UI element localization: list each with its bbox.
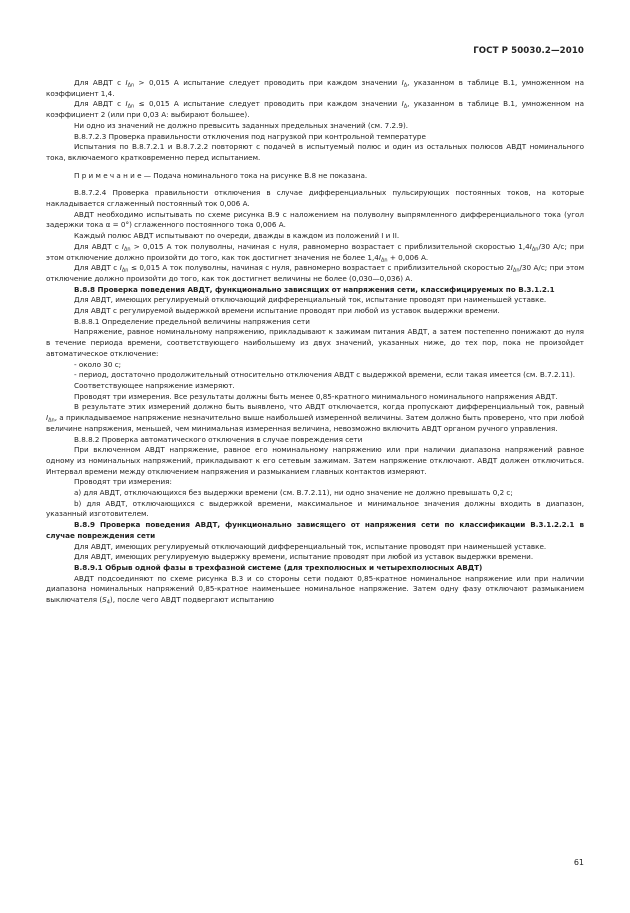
paragraph: При включенном АВДТ напряжение, равное его номинальному напряжению или при наличии диапазона напряжений равное одному из номинальных напряжений, прикладывают к его сетевым зажимам. Затем напряжение отключают. АВДТ должен отключиться. Интервал времени между отключением напряжения и размыканием главных контактов измеряют. <box>46 445 584 476</box>
paragraph: Напряжение, равное номинальному напряжению, прикладывают к зажимам питания АВДТ, а затем постепенно понижают до нуля в течение периода времени, соответствующего наибольшему из двух значений, указанных ниже, до тех пор, пока не произойдет автоматическое отключение: <box>46 327 584 358</box>
paragraph: Проводят три измерения: <box>74 477 172 487</box>
paragraph: Для АВДТ с $I_{\Delta n} > 0,015$ А испытание следует проводить при каждом значении $I_\Delta$, указанном в таблице В.1, умноженном на коэффициент 1,4. <box>46 78 584 98</box>
paragraph: Ни одно из значений не должно превысить заданных предельных значений (см. 7.2.9). <box>74 120 409 130</box>
paragraph: Для АВДТ, имеющих регулируемый отключающий дифференциальный ток, испытание проводят при наименьшей уставке. <box>74 295 547 305</box>
paragraph: Для АВДТ, имеющих регулируемую выдержку времени, испытание проводят при любой из уставок выдержки времени. <box>74 552 534 562</box>
subsection-heading: В.8.7.2.3 Проверка правильности отключения под нагрузкой при контрольной температуре <box>74 131 426 141</box>
subsection-heading: В.8.7.2.4 Проверка правильности отключения в случае дифференциальных пульсирующих постоянных токов, на которые накладывается сглаженный постоянный ток 0,006 А. <box>46 188 584 209</box>
subsection-heading: В.8.8.1 Определение предельной величины напряжения сети <box>74 316 310 326</box>
section-heading: В.8.9.1 Обрыв одной фазы в трехфазной системе (для трехполюсных и четырехполюсных АВДТ) <box>74 562 483 572</box>
paragraph: Для АВДТ, имеющих регулируемый отключающий дифференциальный ток, испытание проводят при наименьшей уставке. <box>74 541 547 551</box>
paragraph: Соответствующее напряжение измеряют. <box>74 380 235 390</box>
paragraph: Для АВДТ с регулируемой выдержкой времени испытание проводят при любой из уставок выдержки времени. <box>74 306 500 316</box>
paragraph: Для АВДТ с $I_{\Delta n} > 0,015$ А ток полуволны, начиная с нуля, равномерно возрастает с приблизительной скоростью $1,4I_{\Delta n}/30$ А/с; при этом отключение должно произойти до того, как ток достигнет значения не более $1,4I_{\Delta n} + 0,006$ А. <box>46 241 584 264</box>
note: П р и м е ч а н и е — Подача номинального тока на рисунке В.8 не показана. <box>74 170 368 180</box>
document-body <box>46 78 584 606</box>
paragraph: Для АВДТ с $I_{\Delta n} \le 0,015$ А испытание следует проводить при каждом значении $I_\Delta$, указанном в таблице В.1, умноженном на коэффициент 2 (или при 0,03 А: выбирают большее). <box>46 99 584 120</box>
paragraph: Для АВДТ с $I_{\Delta n} \le 0,015$ А ток полуволны, начиная с нуля, равномерно возрастает с приблизительной скоростью $2I_{\Delta n}/30$ А/с; при этом отключение должно произойти до того, как ток достигнет величины не более (0,030—0,036) А. <box>46 263 584 283</box>
list-item: - период, достаточно продолжительный относительно отключения АВДТ с выдержкой времени, если такая имеется (см. В.7.2.11). <box>74 370 576 380</box>
list-item: b) для АВДТ, отключающихся с выдержкой времени, максимальное и минимальное значения должны входить в диапазон, указанный изготовителем. <box>46 498 584 519</box>
section-heading: В.8.8 Проверка поведения АВДТ, функционально зависящих от напряжения сети, классифицируемых по В.3.1.2.1 <box>74 284 555 294</box>
paragraph: АВДТ необходимо испытывать по схеме рисунка В.9 с наложением на полуволну выпрямленного дифференциального тока (угол задержки тока α = 0°) сглаженного постоянного тока 0,006 А. <box>46 209 584 230</box>
paragraph: Каждый полюс АВДТ испытывают по очереди, дважды в каждом из положений I и II. <box>74 231 400 241</box>
list-item: а) для АВДТ, отключающихся без выдержки времени (см. В.7.2.11), ни одно значение не должно превышать 0,2 с; <box>74 488 513 498</box>
paragraph: В результате этих измерений должно быть выявлено, что АВДТ отключается, когда пропускают дифференциальный ток, равный $I_{\Delta n}$, а прикладываемое напряжение незначительно выше наибольшей измеренной величины. Затем должно быть проверено, что при любой величине напряжения, меньшей, чем минимальная измеренная величина, невозможно включить АВДТ органом ручного управления. <box>46 402 584 433</box>
document-id: ГОСТ Р 50030.2—2010 <box>473 46 584 56</box>
paragraph: АВДТ подсоединяют по схеме рисунка В.3 и со стороны сети подают 0,85-кратное номинальное напряжение или при наличии диапазона номинальных напряжений 0,85-кратное наименьшее номинальное напряжение. Затем одну фазу отключают размыканием выключателя $(S_4)$, после чего АВДТ подвергают испытанию <box>46 573 584 606</box>
paragraph: Проводят три измерения. Все результаты должны быть менее 0,85-кратного минимального номинального напряжения АВДТ. <box>74 391 558 401</box>
section-heading: В.8.9 Проверка поведения АВДТ, функционально зависящего от напряжения сети по классификации В.3.1.2.2.1 в случае повреждения сети <box>46 520 584 540</box>
list-item: - около 30 с; <box>74 359 122 369</box>
page-number: 61 <box>573 858 584 867</box>
paragraph: Испытания по В.8.7.2.1 и В.8.7.2.2 повторяют с подачей в испытуемый полюс и один из остальных полюсов АВДТ номинального тока, включаемого кратковременно перед испытанием. <box>46 142 584 162</box>
subsection-heading: В.8.8.2 Проверка автоматического отключения в случае повреждения сети <box>74 434 363 444</box>
